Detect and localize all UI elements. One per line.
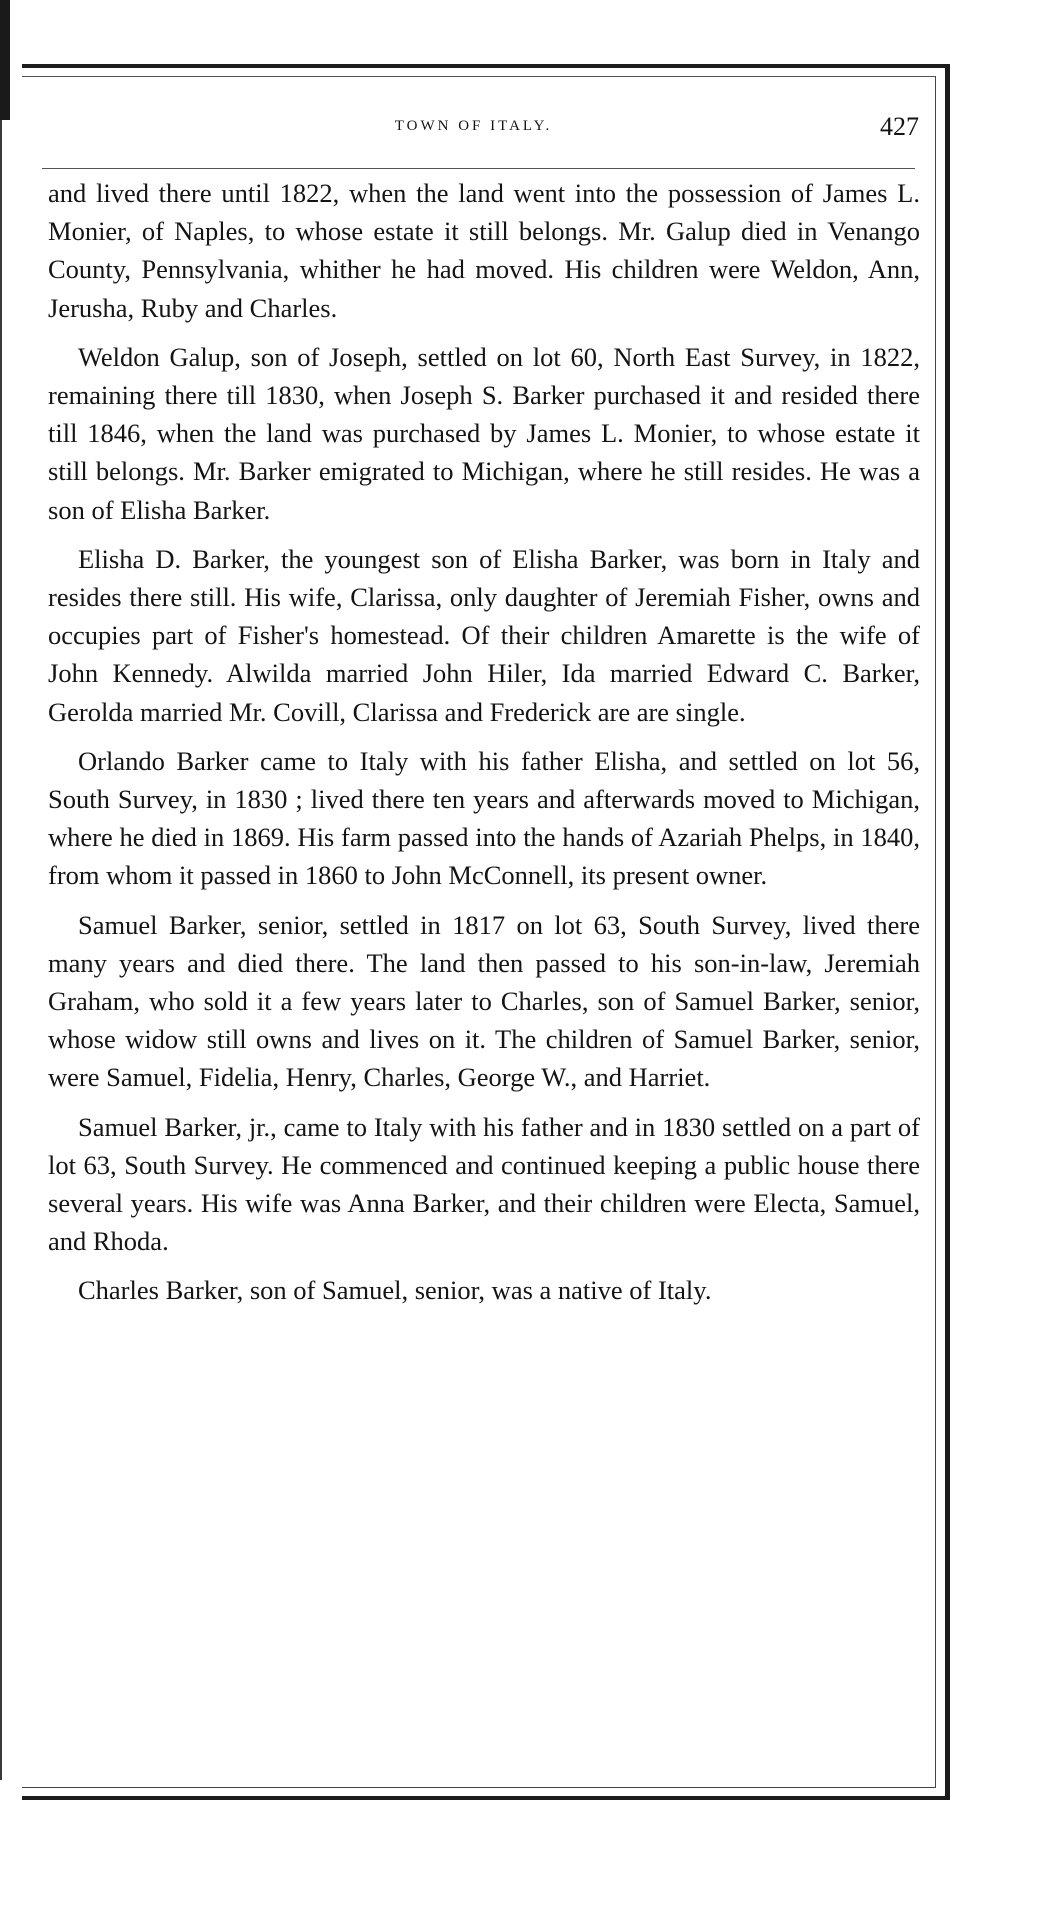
page-header [22, 106, 925, 146]
paragraph: and lived there until 1822, when the land went into the possession of James L. Monier, of Naples, to whose estate it still belongs. Mr. Galup died in Venango County, Pennsylvania, whither he had moved. His children were Weldon, Ann, Jerusha, Ruby and Charles. [48, 178, 920, 323]
paragraph: Samuel Barker, jr., came to Italy with his father and in 1830 settled on a part of lot 63, South Survey. He commenced and continued keeping a public house there several years. His wife was Anna Barker, and their children were Electa, Samuel, and Rhoda. [48, 1111, 920, 1257]
book-binding-edge [0, 0, 10, 120]
paragraph: Orlando Barker came to Italy with his father Elisha, and settled on lot 56, South Survey, in 1830 ; lived there ten years and afterwards moved to Michigan, where he died in 1869. His farm passed into the hands of Azariah Phelps, in 1840, from whom it passed in 1860 to John McConnell, its present owner. [48, 745, 920, 891]
body-text [48, 174, 920, 1321]
paragraph: Weldon Galup, son of Joseph, settled on lot 60, North East Survey, in 1822, remaining there till 1830, when Joseph S. Barker purchased it and resided there till 1846, when the land was purchased by James L. Monier, to whose estate it still belongs. Mr. Barker emigrated to Michigan, where he still resides. He was a son of Elisha Barker. [48, 341, 920, 525]
frame-inner-rule-top [22, 76, 936, 77]
page-frame [22, 64, 950, 1800]
frame-inner-rule-bottom [22, 1787, 936, 1788]
frame-inner-rule-right [935, 76, 936, 1788]
paragraph: Elisha D. Barker, the youngest son of Elisha Barker, was born in Italy and resides there still. His wife, Clarissa, only daughter of Jeremiah Fisher, owns and occupies part of Fisher's homestead. Of their children Amarette is the wife of John Kennedy. Alwilda married John Hiler, Ida married Edward C. Barker, Gerolda married Mr. Covill, Clarissa and Frederick are are single. [48, 543, 920, 727]
header-rule [42, 168, 915, 169]
binding-shadow [0, 120, 2, 1780]
page-number: 427 [880, 112, 919, 141]
running-head: TOWN OF ITALY. [394, 118, 553, 134]
paragraph: Charles Barker, son of Samuel, senior, was a native of Italy. [78, 1275, 712, 1306]
paragraph: Samuel Barker, senior, settled in 1817 on lot 63, South Survey, lived there many years and died there. The land then passed to his son-in-law, Jeremiah Graham, who sold it a few years later to Charles, son of Samuel Barker, senior, whose widow still owns and lives on it. The children of Samuel Barker, senior, were Samuel, Fidelia, Henry, Charles, George W., and Harriet. [48, 909, 920, 1093]
